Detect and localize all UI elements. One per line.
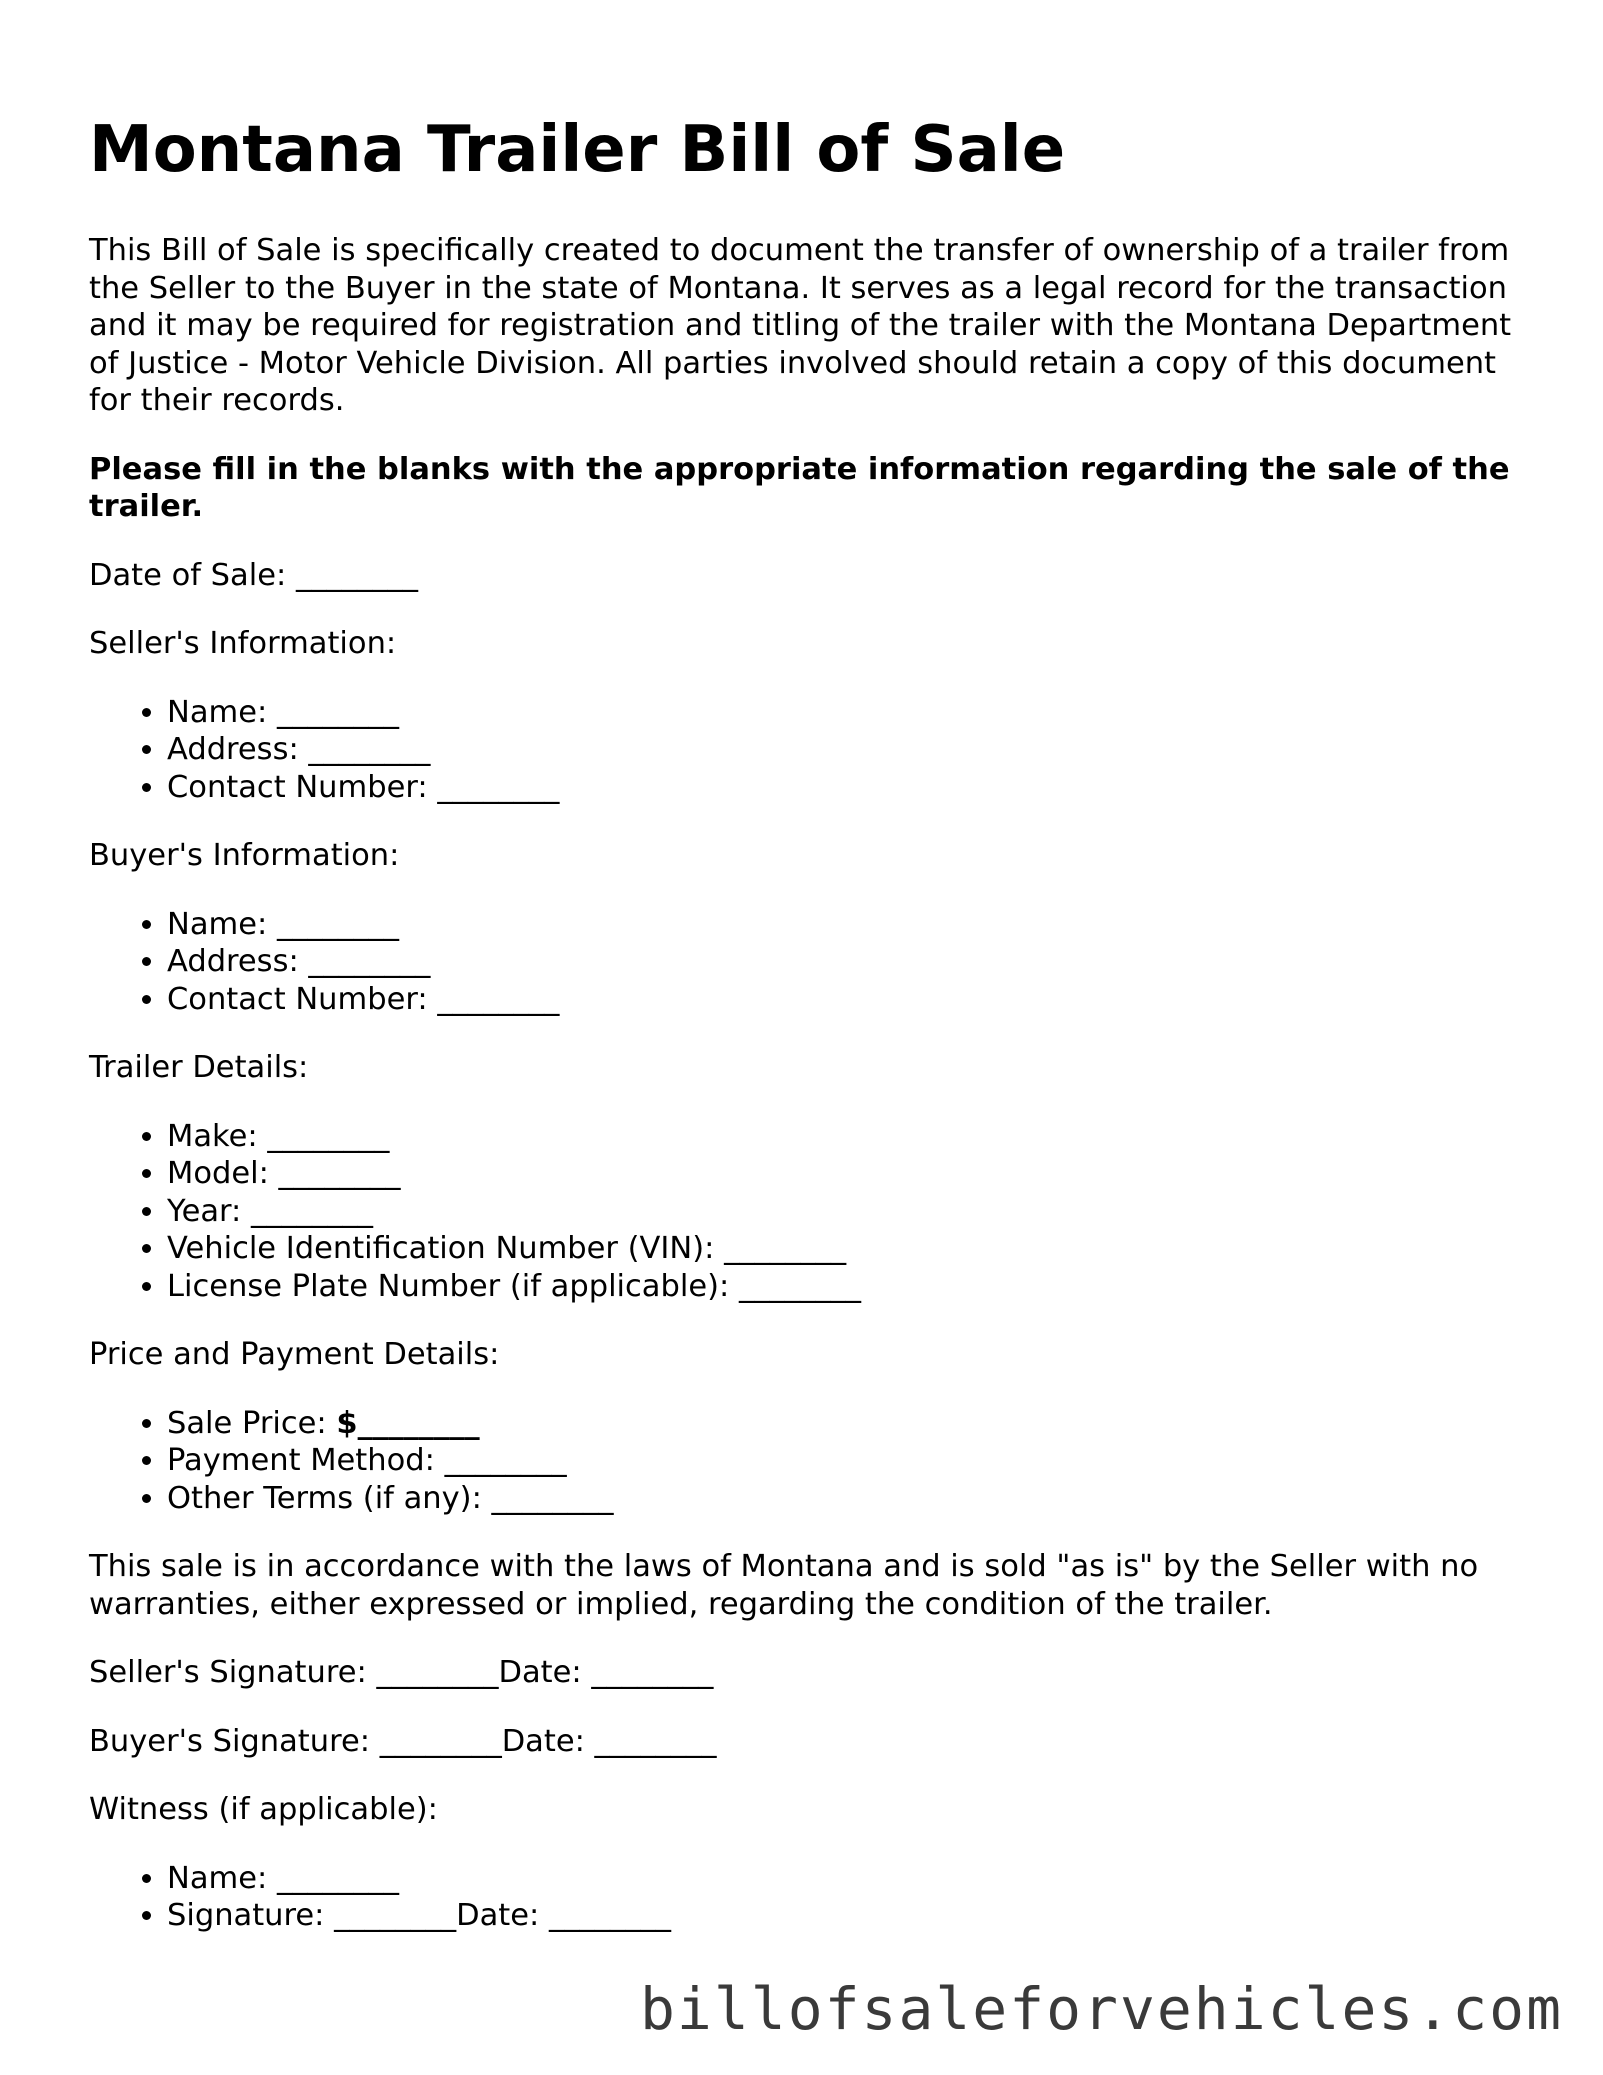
payment-heading: Price and Payment Details: [89, 1337, 500, 1372]
trailer-year-field: • Year: ________ [167, 1193, 1529, 1231]
buyer-name-field: • Name: ________ [167, 906, 1529, 944]
other-terms-field: • Other Terms (if any): ________ [167, 1480, 1529, 1518]
seller-name-field: • Name: ________ [167, 694, 1529, 732]
seller-signature-line: Seller's Signature: ________Date: ________ [89, 1655, 714, 1690]
sale-price-value: $________ [336, 1405, 480, 1441]
buyer-signature-line: Buyer's Signature: ________Date: ________ [89, 1723, 717, 1759]
site-watermark: billofsaleforvehicles.com [640, 1975, 1563, 2043]
seller-list [89, 694, 1529, 807]
intro-paragraph: This Bill of Sale is specifically created to document the transfer of ownership of a trailer from the Seller to the Buyer in the state of Montana. It serves as a legal record for the transaction and it may be required for registration and titling of the trailer with the Montana Department of Justice - Motor Vehicle Division. All parties involved should retain a copy of this document for their records. [89, 233, 1512, 418]
trailer-heading: Trailer Details: [89, 1050, 309, 1085]
document-page [89, 112, 1529, 1966]
witness-heading: Witness (if applicable): [89, 1792, 438, 1827]
buyer-address-field: • Address: ________ [167, 943, 1529, 981]
witness-list [89, 1860, 1529, 1935]
instruction-text: Please fill in the blanks with the appropriate information regarding the sale of the trailer. [89, 451, 1510, 524]
trailer-list [89, 1118, 1529, 1306]
trailer-make-field: • Make: ________ [167, 1118, 1529, 1156]
as-is-paragraph: This sale is in accordance with the laws of Montana and is sold "as is" by the Seller with no warranties, either expressed or implied, regarding the condition of the trailer. [89, 1549, 1479, 1622]
witness-name-field: • Name: ________ [167, 1860, 1529, 1898]
payment-method-field: • Payment Method: ________ [167, 1442, 1529, 1480]
buyer-list [89, 906, 1529, 1019]
buyer-contact-field: • Contact Number: ________ [167, 981, 1529, 1019]
seller-contact-field: • Contact Number: ________ [167, 769, 1529, 807]
payment-list [89, 1405, 1529, 1518]
seller-heading: Seller's Information: [89, 626, 397, 661]
date-of-sale-field: Date of Sale: ________ [89, 557, 418, 593]
witness-signature-field: • Signature: ________Date: ________ [167, 1897, 1529, 1935]
buyer-heading: Buyer's Information: [89, 838, 400, 873]
trailer-model-field: • Model: ________ [167, 1155, 1529, 1193]
trailer-plate-field: • License Plate Number (if applicable): ________ [167, 1268, 1529, 1306]
sale-price-label: Sale Price: [167, 1405, 337, 1441]
trailer-vin-field: • Vehicle Identification Number (VIN): ________ [167, 1230, 1529, 1268]
sale-price-field [167, 1405, 1529, 1443]
page-title: Montana Trailer Bill of Sale [89, 113, 1066, 187]
seller-address-field: • Address: ________ [167, 731, 1529, 769]
